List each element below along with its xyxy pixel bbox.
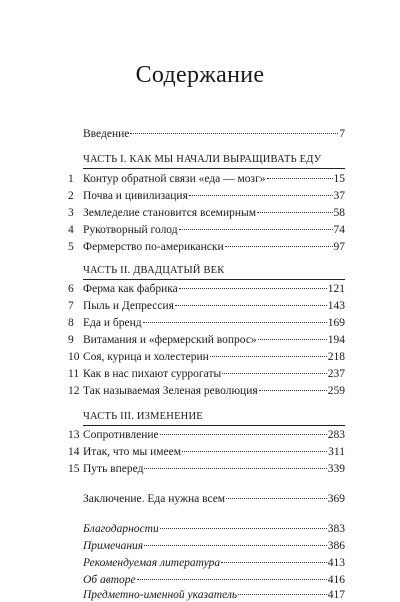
chapter-title: Витамания и «фермерский вопрос» <box>83 334 257 346</box>
chapter-page: 15 <box>333 173 345 185</box>
chapter-page: 218 <box>327 351 345 363</box>
dot-leader <box>160 434 327 435</box>
chapter-page: 97 <box>333 241 345 253</box>
chapter-number: 15 <box>68 463 80 475</box>
toc-chapter[interactable] <box>0 428 400 442</box>
toc-entry-page: 369 <box>327 493 345 505</box>
toc-chapter[interactable] <box>0 240 400 254</box>
chapter-title: Контур обратной связи «еда — мозг» <box>83 173 266 185</box>
toc-backmatter-item[interactable] <box>0 588 400 602</box>
chapter-title: Фермерство по-американски <box>83 241 224 253</box>
chapter-number: 9 <box>68 334 74 346</box>
part-rule <box>83 425 345 426</box>
chapter-title: Сопротивление <box>83 429 159 441</box>
backmatter-title: Благодарности <box>83 523 159 535</box>
toc-backmatter-item[interactable] <box>0 539 400 553</box>
chapter-number: 4 <box>68 224 74 236</box>
dot-leader <box>222 373 327 374</box>
chapter-page: 169 <box>327 317 345 329</box>
chapter-number: 10 <box>68 351 80 363</box>
chapter-page: 339 <box>327 463 345 475</box>
backmatter-title: Примечания <box>83 540 144 552</box>
backmatter-page: 386 <box>327 540 345 552</box>
dot-leader <box>225 246 333 247</box>
backmatter-page: 413 <box>327 557 345 569</box>
chapter-title: Так называемая Зеленая революция <box>83 385 258 397</box>
dot-leader <box>179 288 327 289</box>
toc-backmatter-item[interactable] <box>0 573 400 587</box>
page-title: Содержание <box>135 62 265 88</box>
chapter-title: Пыль и Депрессия <box>83 300 174 312</box>
dot-leader <box>182 451 327 452</box>
dot-leader <box>130 133 338 134</box>
chapter-title: Почва и цивилизация <box>83 190 188 202</box>
backmatter-page: 416 <box>327 574 345 586</box>
chapter-page: 121 <box>327 283 345 295</box>
toc-chapter[interactable] <box>0 333 400 347</box>
dot-leader <box>137 579 327 580</box>
chapter-number: 7 <box>68 300 74 312</box>
dot-leader <box>259 390 327 391</box>
chapter-number: 8 <box>68 317 74 329</box>
dot-leader <box>257 212 332 213</box>
toc-chapter[interactable] <box>0 384 400 398</box>
backmatter-title: Предметно-именной указатель <box>83 589 238 601</box>
chapter-title: Земледелие становится всемирным <box>83 207 257 219</box>
toc-chapter[interactable] <box>0 367 400 381</box>
chapter-title: Рукотворный голод <box>83 224 178 236</box>
dot-leader <box>226 498 327 499</box>
toc-entry-conclusion[interactable] <box>0 492 400 506</box>
toc-chapter[interactable] <box>0 172 400 186</box>
toc-chapter[interactable] <box>0 299 400 313</box>
backmatter-page: 417 <box>327 589 345 601</box>
chapter-title: Итак, что мы имеем <box>83 446 181 458</box>
chapter-title: Соя, курица и холестерин <box>83 351 209 363</box>
toc-entry-intro[interactable] <box>0 127 400 141</box>
chapter-page: 237 <box>327 368 345 380</box>
dot-leader <box>143 322 327 323</box>
dot-leader <box>144 468 326 469</box>
toc-chapter[interactable] <box>0 462 400 476</box>
chapter-page: 74 <box>333 224 345 236</box>
chapter-number: 3 <box>68 207 74 219</box>
toc-chapter[interactable] <box>0 223 400 237</box>
toc-chapter[interactable] <box>0 445 400 459</box>
chapter-number: 11 <box>68 368 80 380</box>
toc-backmatter-item[interactable] <box>0 556 400 570</box>
chapter-title: Путь вперед <box>83 463 144 475</box>
chapter-number: 5 <box>68 241 74 253</box>
chapter-page: 58 <box>333 207 345 219</box>
chapter-title: Ферма как фабрика <box>83 283 178 295</box>
part-heading: ЧАСТЬ II. ДВАДЦАТЫЙ ВЕК <box>83 265 225 276</box>
chapter-number: 1 <box>68 173 74 185</box>
chapter-title: Еда и бренд <box>83 317 142 329</box>
toc-backmatter-item[interactable] <box>0 522 400 536</box>
chapter-title: Как в нас пихают суррогаты <box>83 368 222 380</box>
dot-leader <box>179 229 333 230</box>
chapter-number: 12 <box>68 385 80 397</box>
chapter-page: 194 <box>327 334 345 346</box>
chapter-number: 2 <box>68 190 74 202</box>
dot-leader <box>175 305 327 306</box>
chapter-page: 143 <box>327 300 345 312</box>
backmatter-title: Рекомендуемая литература <box>83 557 221 569</box>
part-rule <box>83 279 345 280</box>
dot-leader <box>160 528 327 529</box>
toc-entry-label: Заключение. Еда нужна всем <box>83 493 226 505</box>
dot-leader <box>267 178 333 179</box>
chapter-page: 311 <box>328 446 345 458</box>
dot-leader <box>238 594 327 595</box>
dot-leader <box>144 545 327 546</box>
backmatter-page: 383 <box>327 523 345 535</box>
chapter-number: 14 <box>68 446 80 458</box>
dot-leader <box>189 195 333 196</box>
chapter-page: 283 <box>327 429 345 441</box>
chapter-number: 6 <box>68 283 74 295</box>
toc-chapter[interactable] <box>0 189 400 203</box>
toc-chapter[interactable] <box>0 316 400 330</box>
toc-entry-label: Введение <box>83 128 130 140</box>
part-rule <box>83 168 345 169</box>
dot-leader <box>210 356 327 357</box>
part-heading: ЧАСТЬ III. ИЗМЕНЕНИЕ <box>83 411 203 422</box>
toc-chapter[interactable] <box>0 350 400 364</box>
toc-chapter[interactable] <box>0 282 400 296</box>
chapter-number: 13 <box>68 429 80 441</box>
dot-leader <box>221 562 327 563</box>
part-heading: ЧАСТЬ I. КАК МЫ НАЧАЛИ ВЫРАЩИВАТЬ ЕДУ <box>83 154 322 165</box>
backmatter-title: Об авторе <box>83 574 136 586</box>
chapter-page: 259 <box>327 385 345 397</box>
toc-entry-page: 7 <box>339 128 345 140</box>
toc-chapter[interactable] <box>0 206 400 220</box>
dot-leader <box>258 339 327 340</box>
chapter-page: 37 <box>333 190 345 202</box>
